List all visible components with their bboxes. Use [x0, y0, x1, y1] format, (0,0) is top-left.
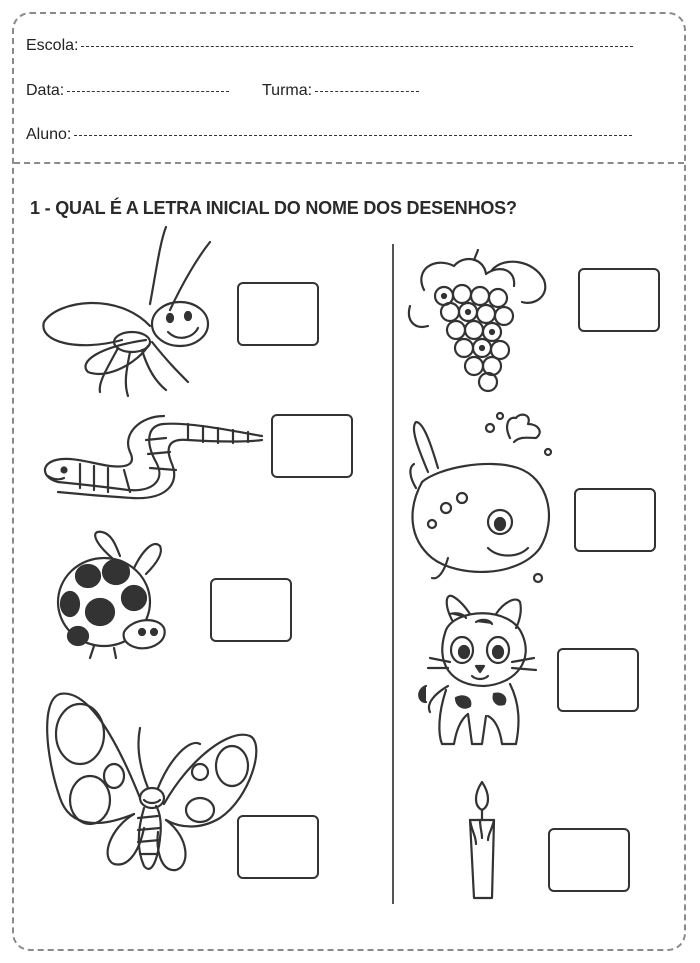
student-label: Aluno:: [26, 126, 72, 143]
ant-drawing: [38, 222, 218, 402]
answer-box-candle[interactable]: [548, 828, 630, 892]
worm-drawing: [38, 420, 270, 500]
school-input-line[interactable]: [81, 45, 633, 47]
answer-box-ladybug[interactable]: [210, 578, 292, 642]
date-input-line[interactable]: [67, 90, 229, 92]
cat-drawing: [416, 594, 541, 754]
candle-drawing: [462, 780, 502, 902]
whale-drawing: [408, 408, 558, 586]
class-field[interactable]: [262, 82, 419, 100]
grapes-drawing: [404, 250, 550, 395]
answer-box-cat[interactable]: [557, 648, 639, 712]
question-title: 1 - QUAL É A LETRA INICIAL DO NOME DOS DESENHOS?: [30, 198, 517, 218]
answer-box-grapes[interactable]: [578, 268, 660, 332]
answer-box-whale[interactable]: [574, 488, 656, 552]
student-field[interactable]: [26, 126, 632, 144]
column-divider: [392, 244, 394, 904]
class-input-line[interactable]: [315, 90, 419, 92]
header-divider: [14, 162, 684, 164]
ladybug-drawing: [54, 528, 174, 660]
date-label: Data:: [26, 82, 65, 99]
answer-box-butterfly[interactable]: [237, 815, 319, 879]
answer-box-worm[interactable]: [271, 414, 353, 478]
answer-box-ant[interactable]: [237, 282, 319, 346]
butterfly-drawing: [40, 688, 265, 888]
date-field[interactable]: [26, 82, 229, 100]
school-label: Escola:: [26, 37, 79, 54]
student-input-line[interactable]: [74, 134, 632, 136]
school-field[interactable]: [26, 37, 633, 55]
class-label: Turma:: [262, 82, 313, 99]
